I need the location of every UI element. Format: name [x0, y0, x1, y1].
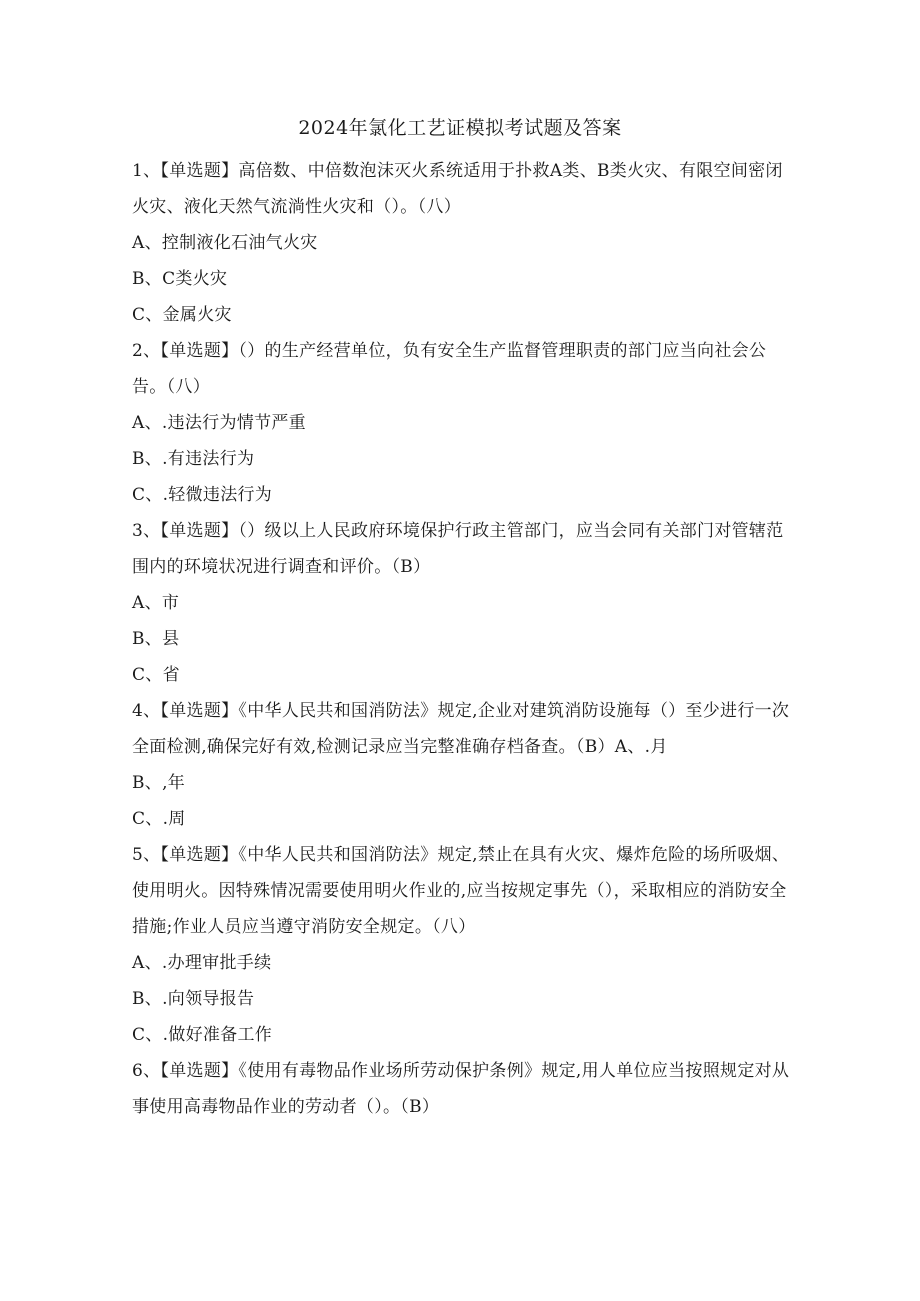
question-option: B、县 — [132, 629, 180, 649]
question-option: B、.向领导报告 — [132, 989, 255, 1009]
question-option: B、,年 — [132, 773, 186, 793]
question-option: C、金属火灾 — [132, 305, 232, 325]
question-item — [132, 693, 792, 837]
question-option: C、.做好准备工作 — [132, 1025, 273, 1045]
question-option: A、.办理审批手续 — [132, 953, 272, 973]
question-option: A、控制液化石油气火灾 — [132, 233, 318, 253]
question-item — [132, 513, 792, 693]
question-item — [132, 837, 792, 1053]
question-stem: 2、【单选题】（）的生产经营单位，负有安全生产监督管理职责的部门应当向社会公告。（八） — [132, 341, 767, 397]
question-stem: 5、【单选题】《中华人民共和国消防法》规定,禁止在具有火灾、爆炸危险的场所吸烟、使用明火。因特殊情况需要使用明火作业的,应当按规定事先（），采取相应的消防安全措施;作业人员应当遵守消防安全规定。（八） — [132, 845, 790, 937]
question-list — [132, 153, 792, 1125]
question-option: B、C类火灾 — [132, 269, 228, 289]
question-item — [132, 333, 792, 513]
question-option: B、.有违法行为 — [132, 449, 255, 469]
question-stem: 1、【单选题】高倍数、中倍数泡沫灭火系统适用于扑救A类、B类火灾、有限空间密闭火灾、液化天然气流淌性火灾和（）。（八） — [132, 161, 783, 217]
question-option: A、.违法行为情节严重 — [132, 413, 306, 433]
document-title: 2024年氯化工艺证模拟考试题及答案 — [298, 117, 622, 139]
question-option: C、.轻微违法行为 — [132, 485, 273, 505]
question-stem: 6、【单选题】《使用有毒物品作业场所劳动保护条例》规定,用人单位应当按照规定对从事使用高毒物品作业的劳动者（）。（B） — [132, 1061, 790, 1117]
question-stem: 3、【单选题】（）级以上人民政府环境保护行政主管部门，应当会同有关部门对管辖范围内的环境状况进行调查和评价。（B） — [132, 521, 784, 577]
question-option: C、.周 — [132, 809, 186, 829]
question-option: A、市 — [132, 593, 180, 613]
question-stem: 4、【单选题】《中华人民共和国消防法》规定,企业对建筑消防设施每（）至少进行一次全面检测,确保完好有效,检测记录应当完整准确存档备查。（B）A、.月 — [132, 701, 790, 757]
question-option: C、省 — [132, 665, 180, 685]
question-item — [132, 153, 792, 333]
question-item — [132, 1053, 792, 1125]
